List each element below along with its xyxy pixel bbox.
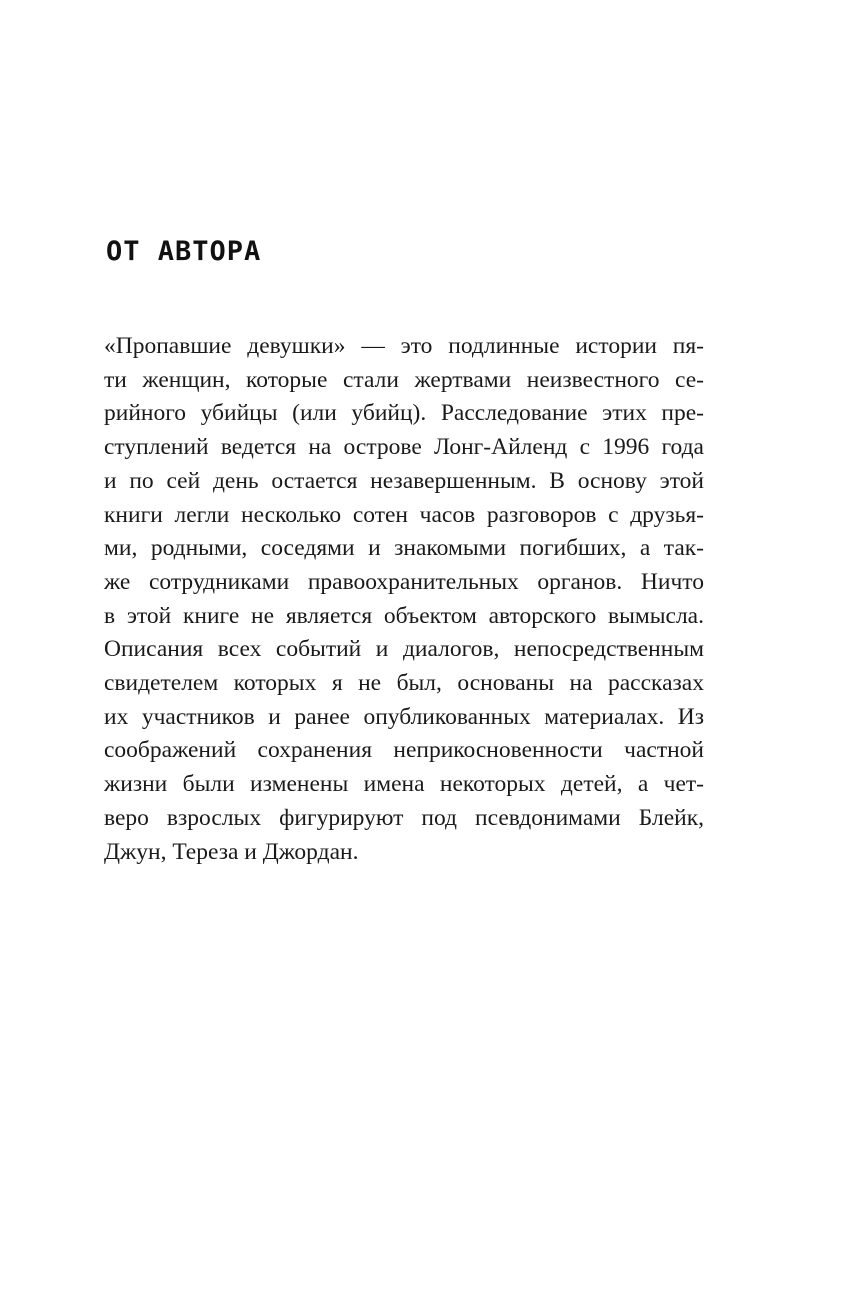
paragraph-line: соображений сохранения неприкосновенности частной: [104, 737, 704, 764]
paragraph-line: в этой книге не является объектом авторского вымысла.: [104, 602, 704, 629]
section-heading: ОТ АВТОРА: [106, 236, 262, 267]
paragraph-line: книги легли несколько сотен часов разговоров с друзья-: [104, 501, 704, 528]
paragraph-line: Джун, Тереза и Джордан.: [104, 838, 359, 865]
paragraph-line: же сотрудниками правоохранительных органов. Ничто: [104, 568, 704, 595]
paragraph-line: «Пропавшие девушки» — это подлинные истории пя-: [104, 333, 704, 359]
paragraph-line: рийного убийцы (или убийц). Расследование этих пре-: [104, 400, 704, 427]
paragraph-line: ти женщин, которые стали жертвами неизвестного се-: [104, 366, 704, 393]
paragraph-line: их участников и ранее опубликованных материалах. Из: [104, 703, 704, 730]
paragraph-line: ми, родными, соседями и знакомыми погибших, а так-: [104, 535, 704, 562]
paragraph-line: жизни были изменены имена некоторых детей, а чет-: [104, 771, 704, 798]
paragraph-line: ступлений ведется на острове Лонг-Айленд с 1996 года: [104, 434, 704, 461]
paragraph-line: Описания всех событий и диалогов, непосредственным: [104, 636, 704, 663]
paragraph-line: свидетелем которых я не был, основаны на рассказах: [104, 670, 704, 697]
paragraph-line: и по сей день остается незавершенным. В основу этой: [104, 467, 704, 494]
paragraph-line: веро взрослых фигурируют под псевдонимами Блейк,: [104, 804, 704, 831]
author-note-paragraph: [104, 330, 704, 869]
